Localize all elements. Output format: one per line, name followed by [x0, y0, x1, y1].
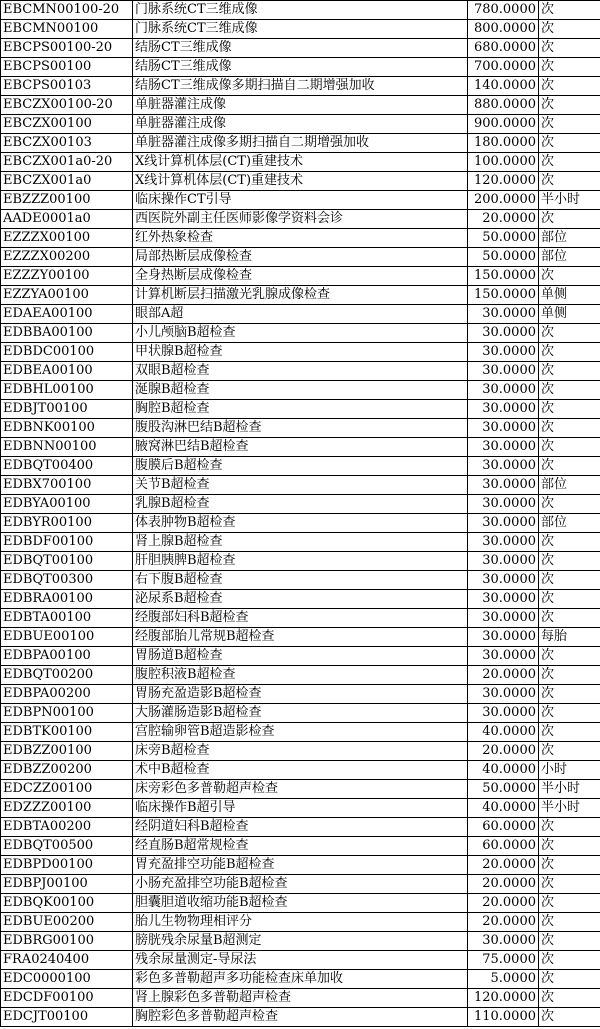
table-row — [1, 856, 600, 875]
item-price-cell: 20.0000 — [468, 666, 539, 685]
item-price-cell: 900.0000 — [468, 115, 539, 134]
table-row — [1, 305, 600, 324]
table-row — [1, 210, 600, 229]
table-row — [1, 438, 600, 457]
item-name-cell: 西医院外副主任医师影像学资料会诊 — [133, 210, 468, 229]
table-row — [1, 1008, 600, 1027]
item-unit-cell: 次 — [539, 381, 600, 400]
item-name-cell: X线计算机体层(CT)重建技术 — [133, 153, 468, 172]
table-row — [1, 343, 600, 362]
item-price-cell: 30.0000 — [468, 381, 539, 400]
item-unit-cell: 次 — [539, 552, 600, 571]
item-price-cell: 40.0000 — [468, 723, 539, 742]
item-code-cell: EDBBA00100 — [1, 324, 133, 343]
item-code-cell: FRA0240400 — [1, 951, 133, 970]
item-code-cell: EDBNK00100 — [1, 419, 133, 438]
item-code-cell: EDBYA00100 — [1, 495, 133, 514]
item-unit-cell: 次 — [539, 894, 600, 913]
item-name-cell: 彩色多普勒超声多功能检查床单加收 — [133, 970, 468, 989]
item-code-cell: EDBRG00100 — [1, 932, 133, 951]
item-name-cell: 胃肠充盈造影B超检查 — [133, 685, 468, 704]
item-name-cell: 单脏器灌注成像 — [133, 96, 468, 115]
table-row — [1, 39, 600, 58]
item-code-cell: EDBEA00100 — [1, 362, 133, 381]
item-name-cell: 泌尿系B超检查 — [133, 590, 468, 609]
item-name-cell: 计算机断层扫描激光乳腺成像检查 — [133, 286, 468, 305]
item-unit-cell: 次 — [539, 39, 600, 58]
item-name-cell: 临床操作CT引导 — [133, 191, 468, 210]
item-code-cell: EDBTA00200 — [1, 818, 133, 837]
item-name-cell: 膀胱残余尿量B超测定 — [133, 932, 468, 951]
item-price-cell: 30.0000 — [468, 495, 539, 514]
item-name-cell: 小肠充盈排空功能B超检查 — [133, 875, 468, 894]
table-row — [1, 381, 600, 400]
item-price-cell: 30.0000 — [468, 343, 539, 362]
table-row — [1, 666, 600, 685]
item-name-cell: 乳腺B超检查 — [133, 495, 468, 514]
item-unit-cell: 次 — [539, 419, 600, 438]
item-unit-cell: 每胎 — [539, 628, 600, 647]
item-price-cell: 20.0000 — [468, 875, 539, 894]
item-code-cell: EBCPS00103 — [1, 77, 133, 96]
item-unit-cell: 次 — [539, 362, 600, 381]
item-code-cell: EDBDC00100 — [1, 343, 133, 362]
item-unit-cell: 次 — [539, 495, 600, 514]
item-name-cell: 右下腹B超检查 — [133, 571, 468, 590]
table-row — [1, 704, 600, 723]
item-code-cell: EBCZX00103 — [1, 134, 133, 153]
item-name-cell: 腋窝淋巴结B超检查 — [133, 438, 468, 457]
item-price-cell: 40.0000 — [468, 761, 539, 780]
item-unit-cell: 小时 — [539, 761, 600, 780]
table-row — [1, 818, 600, 837]
item-price-cell: 30.0000 — [468, 590, 539, 609]
item-unit-cell: 次 — [539, 704, 600, 723]
table-row — [1, 647, 600, 666]
item-code-cell: EDBQT00500 — [1, 837, 133, 856]
item-unit-cell: 次 — [539, 20, 600, 39]
item-name-cell: 体表肿物B超检查 — [133, 514, 468, 533]
item-price-cell: 20.0000 — [468, 742, 539, 761]
table-row — [1, 628, 600, 647]
item-code-cell: EDBPJ00100 — [1, 875, 133, 894]
item-code-cell: EBCPS00100-20 — [1, 39, 133, 58]
table-row — [1, 875, 600, 894]
item-name-cell: 胸腔B超检查 — [133, 400, 468, 419]
item-name-cell: 全身热断层成像检查 — [133, 267, 468, 286]
item-code-cell: EDBUE00100 — [1, 628, 133, 647]
item-price-cell: 50.0000 — [468, 229, 539, 248]
item-code-cell: EDBQT00300 — [1, 571, 133, 590]
item-name-cell: 经直肠B超常规检查 — [133, 837, 468, 856]
item-unit-cell: 次 — [539, 951, 600, 970]
item-unit-cell: 部位 — [539, 514, 600, 533]
item-price-cell: 120.0000 — [468, 989, 539, 1008]
item-name-cell: 经腹部妇科B超检查 — [133, 609, 468, 628]
item-name-cell: 肝胆胰脾B超检查 — [133, 552, 468, 571]
item-unit-cell: 次 — [539, 267, 600, 286]
item-unit-cell: 次 — [539, 742, 600, 761]
item-price-cell: 20.0000 — [468, 210, 539, 229]
item-unit-cell: 单侧 — [539, 305, 600, 324]
item-price-cell: 30.0000 — [468, 571, 539, 590]
item-code-cell: EDBHL00100 — [1, 381, 133, 400]
item-unit-cell: 次 — [539, 1, 600, 20]
item-price-cell: 30.0000 — [468, 362, 539, 381]
table-row — [1, 989, 600, 1008]
item-unit-cell: 次 — [539, 932, 600, 951]
item-code-cell: EZZZY00100 — [1, 267, 133, 286]
table-row — [1, 267, 600, 286]
table-row — [1, 400, 600, 419]
table-row — [1, 457, 600, 476]
item-code-cell: EDBQT00100 — [1, 552, 133, 571]
item-name-cell: X线计算机体层(CT)重建技术 — [133, 172, 468, 191]
item-unit-cell: 次 — [539, 400, 600, 419]
item-unit-cell: 部位 — [539, 229, 600, 248]
table-row — [1, 419, 600, 438]
item-price-cell: 30.0000 — [468, 305, 539, 324]
item-unit-cell: 次 — [539, 970, 600, 989]
item-name-cell: 红外热象检查 — [133, 229, 468, 248]
item-price-cell: 780.0000 — [468, 1, 539, 20]
table-row — [1, 970, 600, 989]
item-code-cell: EDBPN00100 — [1, 704, 133, 723]
table-row — [1, 20, 600, 39]
item-code-cell: EDBQT00400 — [1, 457, 133, 476]
item-price-cell: 30.0000 — [468, 438, 539, 457]
item-code-cell: EDBZZ00100 — [1, 742, 133, 761]
table-row — [1, 229, 600, 248]
item-code-cell: EBZZZ00100 — [1, 191, 133, 210]
item-code-cell: EDBYR00100 — [1, 514, 133, 533]
item-name-cell: 腹腔积液B超检查 — [133, 666, 468, 685]
table-row — [1, 115, 600, 134]
table-row — [1, 533, 600, 552]
table-row — [1, 913, 600, 932]
item-code-cell: EBCMN00100-20 — [1, 1, 133, 20]
item-price-cell: 30.0000 — [468, 552, 539, 571]
item-name-cell: 结肠CT三维成像 — [133, 58, 468, 77]
item-unit-cell: 次 — [539, 723, 600, 742]
item-unit-cell: 次 — [539, 438, 600, 457]
item-code-cell: EDBTK00100 — [1, 723, 133, 742]
table-row — [1, 191, 600, 210]
item-unit-cell: 次 — [539, 856, 600, 875]
table-row — [1, 951, 600, 970]
item-name-cell: 单脏器灌注成像多期扫描自二期增强加收 — [133, 134, 468, 153]
item-unit-cell: 次 — [539, 875, 600, 894]
item-name-cell: 床旁彩色多普勒超声检查 — [133, 780, 468, 799]
item-code-cell: EZZZX00200 — [1, 248, 133, 267]
item-unit-cell: 半小时 — [539, 799, 600, 818]
item-price-cell: 20.0000 — [468, 856, 539, 875]
item-unit-cell: 次 — [539, 685, 600, 704]
table-row — [1, 324, 600, 343]
item-code-cell: EDBDF00100 — [1, 533, 133, 552]
item-unit-cell: 次 — [539, 134, 600, 153]
item-code-cell: EDBTA00100 — [1, 609, 133, 628]
item-code-cell: EZZZX00100 — [1, 229, 133, 248]
item-unit-cell: 次 — [539, 609, 600, 628]
item-price-cell: 30.0000 — [468, 476, 539, 495]
item-price-cell: 60.0000 — [468, 818, 539, 837]
item-unit-cell: 次 — [539, 533, 600, 552]
item-price-cell: 50.0000 — [468, 780, 539, 799]
item-name-cell: 关节B超检查 — [133, 476, 468, 495]
item-unit-cell: 次 — [539, 571, 600, 590]
table-row — [1, 742, 600, 761]
table-row — [1, 571, 600, 590]
item-price-cell: 40.0000 — [468, 799, 539, 818]
item-price-cell: 30.0000 — [468, 400, 539, 419]
item-code-cell: EDBNN00100 — [1, 438, 133, 457]
item-name-cell: 涎腺B超检查 — [133, 381, 468, 400]
item-name-cell: 甲状腺B超检查 — [133, 343, 468, 362]
item-price-cell: 30.0000 — [468, 685, 539, 704]
item-code-cell: EBCPS00100 — [1, 58, 133, 77]
item-name-cell: 经腹部胎儿常规B超检查 — [133, 628, 468, 647]
item-name-cell: 门脉系统CT三维成像 — [133, 20, 468, 39]
item-price-cell: 20.0000 — [468, 913, 539, 932]
item-code-cell: EDCZZ00100 — [1, 780, 133, 799]
item-name-cell: 双眼B超检查 — [133, 362, 468, 381]
item-code-cell: EDBPA00100 — [1, 647, 133, 666]
table-row — [1, 248, 600, 267]
item-code-cell: AADE0001a0 — [1, 210, 133, 229]
fee-table-body — [1, 1, 600, 1027]
item-name-cell: 床旁B超检查 — [133, 742, 468, 761]
item-unit-cell: 部位 — [539, 248, 600, 267]
item-unit-cell: 次 — [539, 210, 600, 229]
item-code-cell: EZZYA00100 — [1, 286, 133, 305]
item-name-cell: 术中B超检查 — [133, 761, 468, 780]
item-price-cell: 100.0000 — [468, 153, 539, 172]
item-price-cell: 60.0000 — [468, 837, 539, 856]
table-row — [1, 495, 600, 514]
item-code-cell: EDBUE00200 — [1, 913, 133, 932]
table-row — [1, 799, 600, 818]
item-unit-cell: 次 — [539, 913, 600, 932]
item-code-cell: EDBPA00200 — [1, 685, 133, 704]
item-code-cell: EDBPD00100 — [1, 856, 133, 875]
table-row — [1, 780, 600, 799]
item-unit-cell: 部位 — [539, 476, 600, 495]
item-code-cell: EBCZX001a0-20 — [1, 153, 133, 172]
item-name-cell: 残余尿量测定-导尿法 — [133, 951, 468, 970]
item-code-cell: EDBQK00100 — [1, 894, 133, 913]
item-price-cell: 30.0000 — [468, 533, 539, 552]
item-name-cell: 结肠CT三维成像多期扫描自二期增强加收 — [133, 77, 468, 96]
item-price-cell: 700.0000 — [468, 58, 539, 77]
item-unit-cell: 次 — [539, 989, 600, 1008]
table-row — [1, 476, 600, 495]
item-price-cell: 30.0000 — [468, 647, 539, 666]
table-row — [1, 590, 600, 609]
item-unit-cell: 半小时 — [539, 191, 600, 210]
item-price-cell: 180.0000 — [468, 134, 539, 153]
table-row — [1, 894, 600, 913]
item-price-cell: 30.0000 — [468, 932, 539, 951]
item-unit-cell: 次 — [539, 153, 600, 172]
item-name-cell: 腹股沟淋巴结B超检查 — [133, 419, 468, 438]
table-row — [1, 685, 600, 704]
item-unit-cell: 次 — [539, 457, 600, 476]
item-price-cell: 800.0000 — [468, 20, 539, 39]
item-unit-cell: 次 — [539, 590, 600, 609]
item-code-cell: EBCMN00100 — [1, 20, 133, 39]
item-name-cell: 临床操作B超引导 — [133, 799, 468, 818]
item-name-cell: 肾上腺B超检查 — [133, 533, 468, 552]
item-price-cell: 20.0000 — [468, 894, 539, 913]
item-name-cell: 眼部A超 — [133, 305, 468, 324]
table-row — [1, 837, 600, 856]
table-row — [1, 723, 600, 742]
item-unit-cell: 次 — [539, 96, 600, 115]
item-name-cell: 局部热断层成像检查 — [133, 248, 468, 267]
table-row — [1, 552, 600, 571]
item-code-cell: EDZZZ00100 — [1, 799, 133, 818]
item-name-cell: 门脉系统CT三维成像 — [133, 1, 468, 20]
item-price-cell: 30.0000 — [468, 324, 539, 343]
item-name-cell: 单脏器灌注成像 — [133, 115, 468, 134]
item-code-cell: EDAEA00100 — [1, 305, 133, 324]
item-name-cell: 胃充盈排空功能B超检查 — [133, 856, 468, 875]
item-name-cell: 小儿颅脑B超检查 — [133, 324, 468, 343]
table-row — [1, 96, 600, 115]
item-unit-cell: 次 — [539, 115, 600, 134]
item-price-cell: 200.0000 — [468, 191, 539, 210]
item-unit-cell: 次 — [539, 818, 600, 837]
table-row — [1, 362, 600, 381]
item-unit-cell: 单侧 — [539, 286, 600, 305]
item-price-cell: 880.0000 — [468, 96, 539, 115]
item-price-cell: 75.0000 — [468, 951, 539, 970]
item-code-cell: EDBJT00100 — [1, 400, 133, 419]
item-code-cell: EDBX700100 — [1, 476, 133, 495]
table-row — [1, 932, 600, 951]
item-price-cell: 30.0000 — [468, 457, 539, 476]
item-price-cell: 140.0000 — [468, 77, 539, 96]
item-price-cell: 30.0000 — [468, 514, 539, 533]
item-code-cell: EDCJT00100 — [1, 1008, 133, 1027]
item-unit-cell: 次 — [539, 647, 600, 666]
item-unit-cell: 次 — [539, 343, 600, 362]
item-code-cell: EDBRA00100 — [1, 590, 133, 609]
item-code-cell: EDCDF00100 — [1, 989, 133, 1008]
item-name-cell: 腹膜后B超检查 — [133, 457, 468, 476]
table-row — [1, 153, 600, 172]
item-price-cell: 680.0000 — [468, 39, 539, 58]
item-price-cell: 120.0000 — [468, 172, 539, 191]
item-price-cell: 110.0000 — [468, 1008, 539, 1027]
item-code-cell: EDBZZ00200 — [1, 761, 133, 780]
table-row — [1, 172, 600, 191]
item-price-cell: 5.0000 — [468, 970, 539, 989]
item-name-cell: 胸腔彩色多普勒超声检查 — [133, 1008, 468, 1027]
item-unit-cell: 次 — [539, 58, 600, 77]
item-unit-cell: 次 — [539, 172, 600, 191]
item-price-cell: 50.0000 — [468, 248, 539, 267]
item-unit-cell: 次 — [539, 324, 600, 343]
item-name-cell: 大肠灌肠造影B超检查 — [133, 704, 468, 723]
item-unit-cell: 次 — [539, 77, 600, 96]
item-unit-cell: 半小时 — [539, 780, 600, 799]
table-row — [1, 514, 600, 533]
table-row — [1, 761, 600, 780]
item-price-cell: 30.0000 — [468, 704, 539, 723]
item-name-cell: 经阴道妇科B超检查 — [133, 818, 468, 837]
item-unit-cell: 次 — [539, 1008, 600, 1027]
item-unit-cell: 次 — [539, 666, 600, 685]
item-price-cell: 30.0000 — [468, 628, 539, 647]
table-row — [1, 286, 600, 305]
item-code-cell: EDC0000100 — [1, 970, 133, 989]
table-row — [1, 609, 600, 628]
item-price-cell: 30.0000 — [468, 609, 539, 628]
item-code-cell: EBCZX00100-20 — [1, 96, 133, 115]
table-row — [1, 1, 600, 20]
item-code-cell: EDBQT00200 — [1, 666, 133, 685]
item-name-cell: 胆囊胆道收缩功能B超检查 — [133, 894, 468, 913]
item-unit-cell: 次 — [539, 837, 600, 856]
item-code-cell: EBCZX00100 — [1, 115, 133, 134]
item-code-cell: EBCZX001a0 — [1, 172, 133, 191]
item-name-cell: 结肠CT三维成像 — [133, 39, 468, 58]
item-price-cell: 30.0000 — [468, 419, 539, 438]
table-row — [1, 58, 600, 77]
item-price-cell: 150.0000 — [468, 286, 539, 305]
table-row — [1, 134, 600, 153]
item-price-cell: 150.0000 — [468, 267, 539, 286]
item-name-cell: 肾上腺彩色多普勒超声检查 — [133, 989, 468, 1008]
item-name-cell: 胃肠道B超检查 — [133, 647, 468, 666]
table-row — [1, 77, 600, 96]
item-name-cell: 胎儿生物物理相评分 — [133, 913, 468, 932]
item-name-cell: 宫腔输卵管B超造影检查 — [133, 723, 468, 742]
